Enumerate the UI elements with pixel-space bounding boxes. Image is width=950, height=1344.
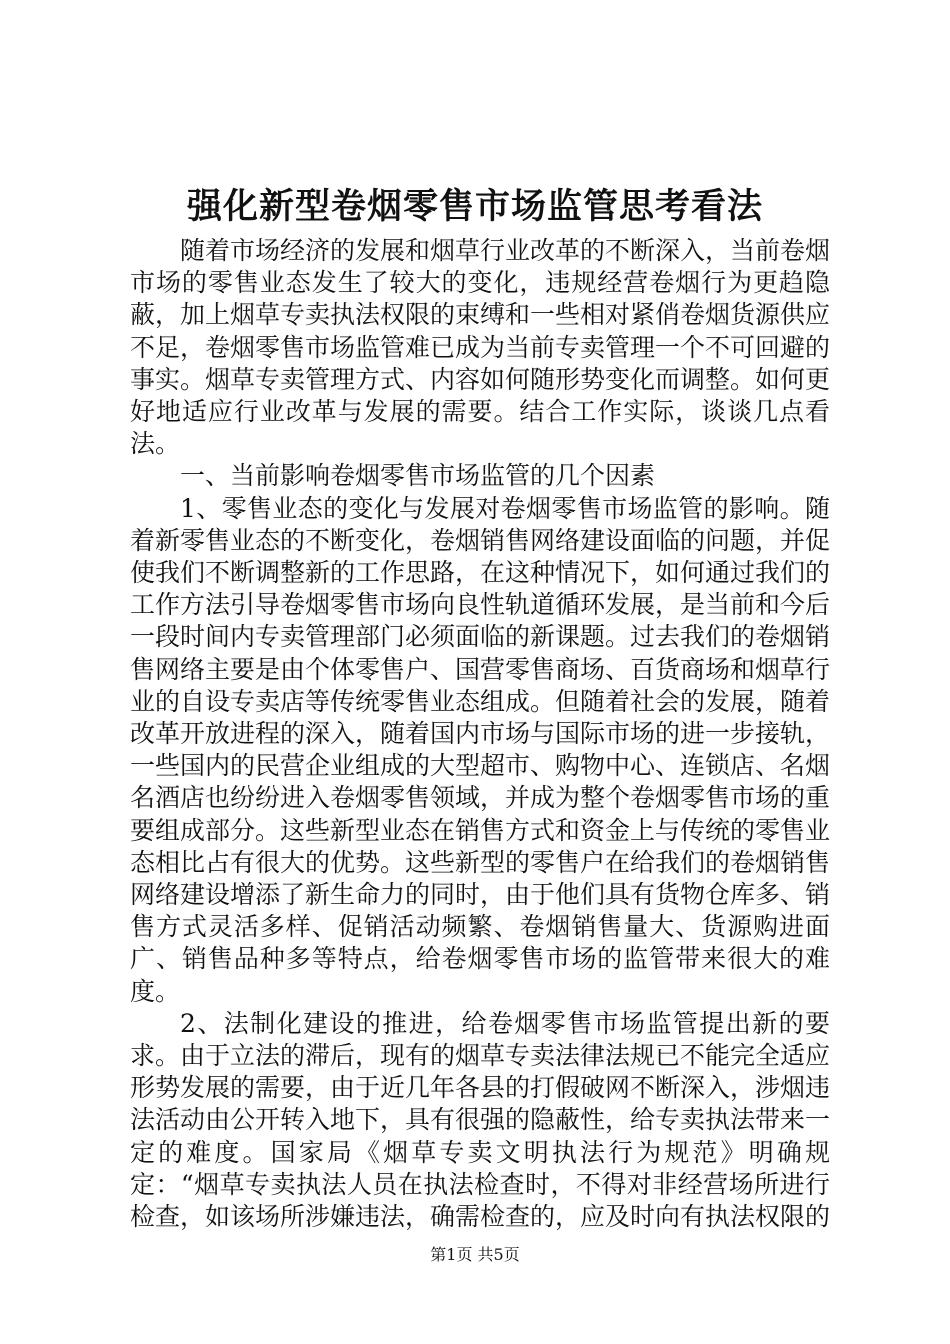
- document-title: 强化新型卷烟零售市场监管思考看法: [186, 186, 763, 227]
- page-number-footer: 第1页 共5页: [430, 1245, 520, 1264]
- document-body: [130, 235, 830, 1233]
- point-two-paragraph: 2、法制化建设的推进，给卷烟零售市场监管提出新的要求。由于立法的滞后，现有的烟草专卖法律法规已不能完全适应形势发展的需要，由于近几年各县的打假破网不断深入，涉烟违法活动由公开转入地下，具有很强的隐蔽性，给专卖执法带来一定的难度。国家局《烟草专卖文明执法行为规范》明确规定：“烟草专卖执法人员在执法检查时，不得对非经营场所进行检查，如该场所涉嫌违法，确需检查的，应及时向有执法权限的: [130, 1008, 831, 1232]
- section-heading: 一、当前影响卷烟零售市场监管的几个因素: [180, 461, 656, 491]
- intro-paragraph: 随着市场经济的发展和烟草行业改革的不断深入，当前卷烟市场的零售业态发生了较大的变化，违规经营卷烟行为更趋隐蔽，加上烟草专卖执法权限的束缚和一些相对紧俏卷烟货源供应不足，卷烟零售市场监管难已成为当前专卖管理一个不可回避的事实。烟草专卖管理方式、内容如何随形势变化而调整。如何更好地适应行业改革与发展的需要。结合工作实际，谈谈几点看法。: [130, 236, 831, 459]
- point-one-paragraph: 1、零售业态的变化与发展对卷烟零售市场监管的影响。随着新零售业态的不断变化，卷烟销售网络建设面临的问题，并促使我们不断调整新的工作思路，在这种情况下，如何通过我们的工作方法引导卷烟零售市场向良性轨道循环发展，是当前和今后一段时间内专卖管理部门必须面临的新课题。过去我们的卷烟销售网络主要是由个体零售户、国营零售商场、百货商场和烟草行业的自设专卖店等传统零售业态组成。但随着社会的发展，随着改革开放进程的深入，随着国内市场与国际市场的进一步接轨，一些国内的民营企业组成的大型超市、购物中心、连锁店、名烟名酒店也纷纷进入卷烟零售领域，并成为整个卷烟零售市场的重要组成部分。这些新型业态在销售方式和资金上与传统的零售业态相比占有很大的优势。这些新型的零售户在给我们的卷烟销售网络建设增添了新生命力的同时，由于他们具有货物仓库多、销售方式灵活多样、促销活动频繁、卷烟销售量大、货源购进面广、销售品种多等特点，给卷烟零售市场的监管带来很大的难度。: [130, 493, 831, 1006]
